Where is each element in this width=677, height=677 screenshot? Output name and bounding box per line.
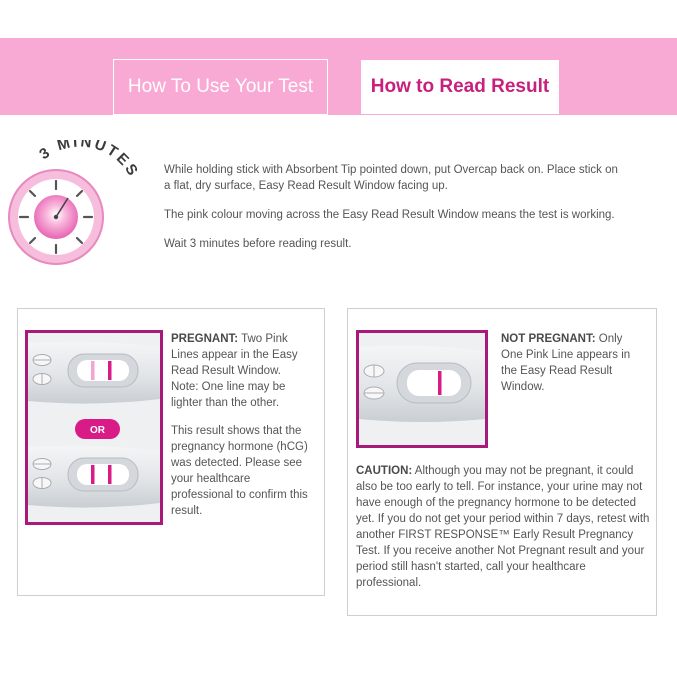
intro-paragraph-2: The pink colour moving across the Easy Read Result Window means the test is working. (164, 209, 615, 221)
pregnant-detail: This result shows that the pregnancy hormone (hCG) was detected. Please see your healthcare professional to confirm this result. (171, 425, 308, 517)
not-pregnant-heading: NOT PREGNANT: (501, 333, 596, 345)
not-pregnant-text (501, 331, 641, 407)
not-pregnant-result-card (347, 308, 657, 616)
intro-text (164, 162, 626, 265)
caution-text (356, 463, 652, 603)
not-pregnant-test-image (356, 330, 488, 448)
pregnant-result-card (17, 308, 325, 596)
timer-graphic (0, 140, 140, 275)
tab-how-to-use[interactable]: How To Use Your Test (113, 59, 328, 115)
caution-description: Although you may not be pregnant, it could also be too early to tell. For instance, your urine may not have enough of the pregnancy hormone to be detected yet. If you do not get your period within 7 days, retest with another FIRST RESPONSE™ Early Result Pregnancy Test. If you receive another Not Pregnant result and your period still hasn't started, call your healthcare professional. (356, 465, 650, 589)
clock-icon (0, 140, 140, 275)
pregnant-test-image (25, 330, 163, 525)
intro-paragraph-1: While holding stick with Absorbent Tip pointed down, put Overcap back on. Place stick on a flat, dry surface, Easy Read Result Window facing up. (164, 164, 618, 192)
intro-paragraph-3: Wait 3 minutes before reading result. (164, 238, 352, 250)
not-pregnant-description: Only One Pink Line appears in the Easy Read Result Window. (501, 333, 631, 393)
pregnant-description: Two Pink Lines appear in the Easy Read Result Window. Note: One line may be lighter than the other. (171, 333, 298, 409)
pregnant-heading: PREGNANT: (171, 333, 239, 345)
pregnant-text (171, 331, 311, 531)
caution-heading: CAUTION: (356, 465, 413, 477)
timer-label: 3 MINUTE (36, 140, 134, 171)
or-label: OR (90, 425, 105, 436)
tab-bar (0, 38, 677, 115)
tab-how-to-read-result[interactable]: How to Read Result (361, 60, 559, 114)
